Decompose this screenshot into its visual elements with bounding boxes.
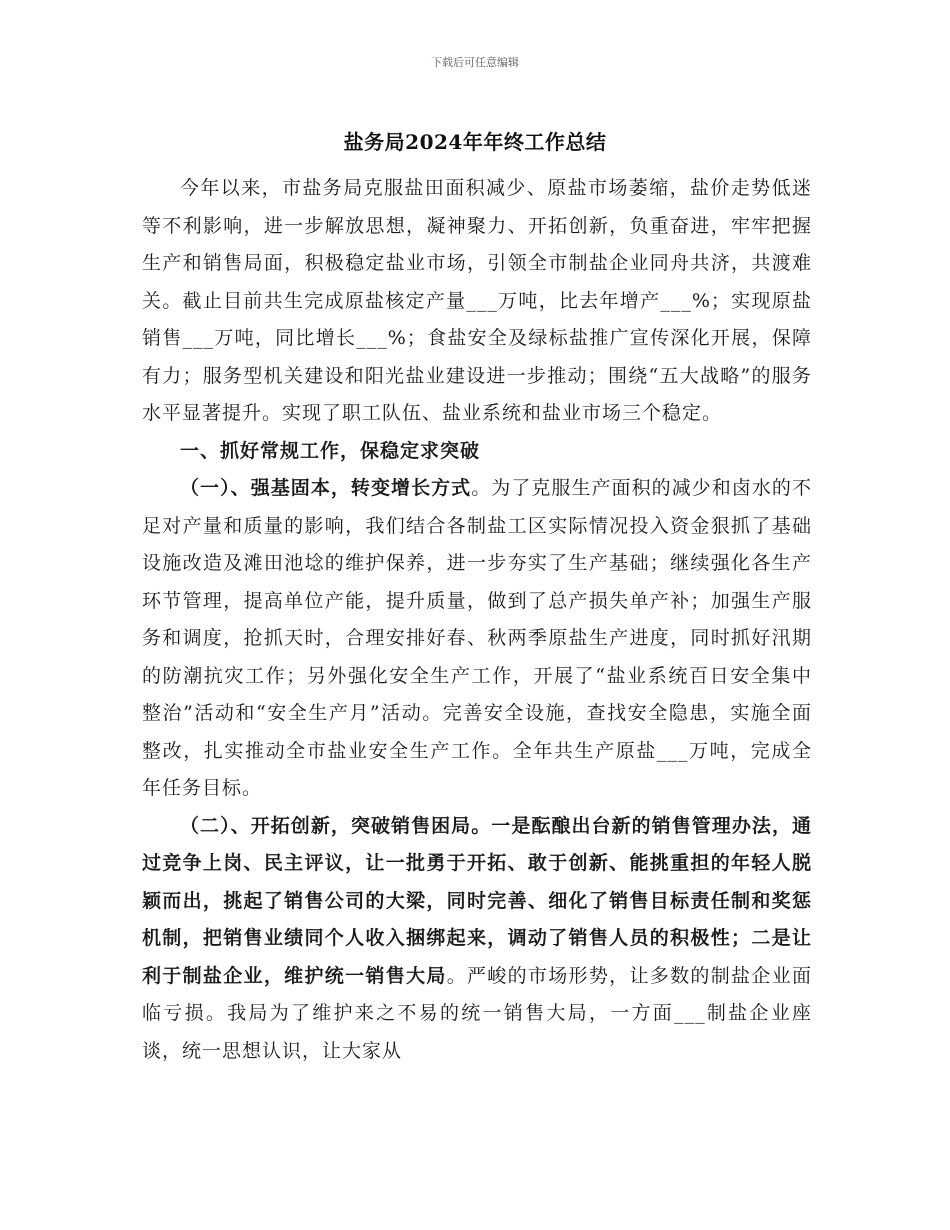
subsection-1-heading: （一）、强基固本，转变增长方式 [180, 477, 472, 499]
subsection-2-heading: （二）、开拓创新，突破销售困局。一是酝酿出台新的销售管理办法，通过竞争上岗、民主评议，让一批勇于开拓、敢于创新、能挑重担的年轻人脱颖而出，挑起了销售公司的大梁，同时完善、细化了销售目标责任制和奖惩机制，把销售业绩同个人收入捆绑起来，调动了销售人员的积极性；二是让利于制盐企业，维护统一销售大局 [142, 814, 812, 987]
subsection-2-paragraph [142, 808, 812, 1071]
document-body [142, 170, 812, 1070]
document-title: 盐务局2024年年终工作总结 [343, 130, 607, 154]
subsection-2-text: 。严峻的市场形势，让多数的制盐企业面临亏损。我局为了维护来之不易的统一销售大局，一方面___制盐企业座谈，统一思想认识，让大家从 [142, 964, 812, 1062]
intro-paragraph: 今年以来，市盐务局克服盐田面积减少、原盐市场萎缩，盐价走势低迷等不利影响，进一步解放思想，凝神聚力、开拓创新，负重奋进，牢牢把握生产和销售局面，积极稳定盐业市场，引领全市制盐企业同舟共济，共渡难关。截止目前共生完成原盐核定产量___万吨，比去年增产___%；实现原盐销售___万吨，同比增长___%；食盐安全及绿标盐推广宣传深化开展，保障有力；服务型机关建设和阳光盐业建设进一步推动；围绕“五大战略”的服务水平显著提升。实现了职工队伍、盐业系统和盐业市场三个稳定。 [142, 177, 812, 424]
subsection-1-paragraph [142, 470, 812, 808]
subsection-1-text: 。为了克服生产面积的减少和卤水的不足对产量和质量的影响，我们结合各制盐工区实际情况投入资金狠抓了基础设施改造及滩田池埝的维护保养，进一步夯实了生产基础；继续强化各生产环节管理，提高单位产能，提升质量，做到了总产损失单产补；加强生产服务和调度，抢抓天时，合理安排好春、秋两季原盐生产进度，同时抓好汛期的防潮抗灾工作；另外强化安全生产工作，开展了“盐业系统百日安全集中整治”活动和“安全生产月”活动。完善安全设施，查找安全隐患，实施全面整改，扎实推动全市盐业安全生产工作。全年共生产原盐___万吨，完成全年任务目标。 [142, 477, 812, 799]
header-note: 下载后可任意编辑 [431, 56, 519, 69]
section-heading: 一、抓好常规工作，保稳定求突破 [180, 439, 481, 462]
